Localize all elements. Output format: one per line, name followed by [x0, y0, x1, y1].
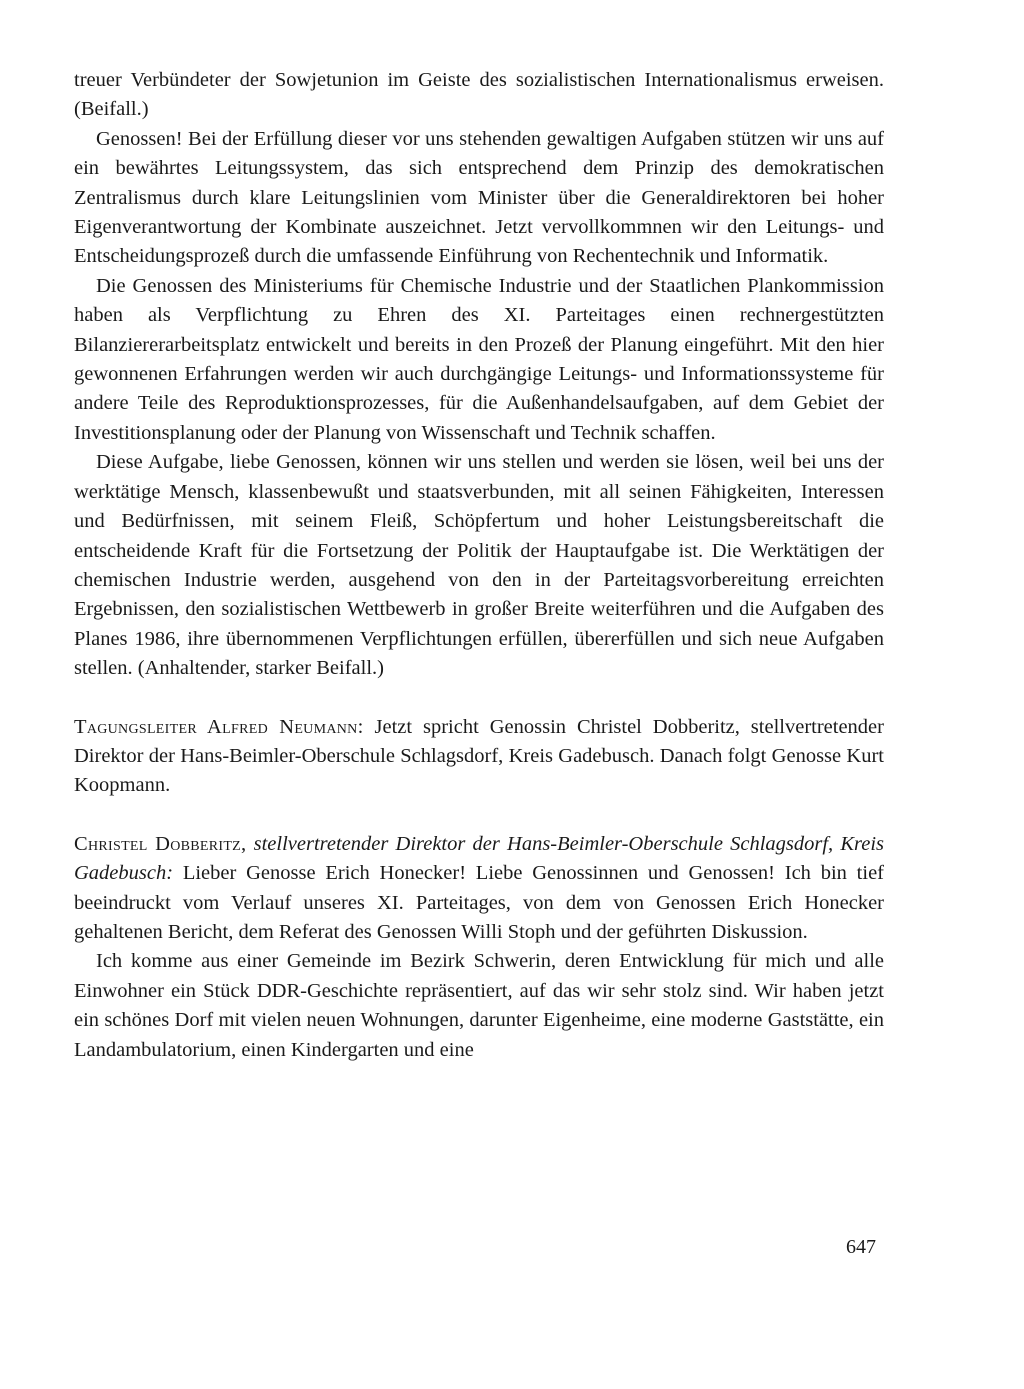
- page-body: [74, 66, 884, 1065]
- chair-announcement: [74, 713, 884, 801]
- paragraph-bilanziererarbeitsplatz: Die Genossen des Ministeriums für Chemische Industrie und der Staatlichen Plankommission haben als Verpflichtung zu Ehren des XI. Parteitages einen rechnergestützten Bilanziererarbeitsplatz entwickelt und bereits in den Prozeß der Planung eingeführt. Mit den hier gewonnenen Erfahrungen werden wir auch durchgängige Leitungs- und Informationssysteme für andere Teile des Reproduktionsprozesses, für die Außenhandelsaufgaben, auf dem Gebiet der Investitionsplanung oder der Planung von Wissenschaft und Technik schaffen.: [74, 274, 884, 444]
- paragraph-continuation: treuer Verbündeter der Sowjetunion im Geiste des sozialistischen Internationalismus erweisen. (Beifall.): [74, 69, 884, 121]
- paragraph-gemeinde-schwerin: Ich komme aus einer Gemeinde im Bezirk Schwerin, deren Entwicklung für mich und alle Einwohner ein Stück DDR-Geschichte repräsentiert, auf das wir sehr stolz sind. Wir haben jetzt ein schönes Dorf mit vielen neuen Wohnungen, darunter Eigenheime, eine moderne Gaststätte, ein Landambulatorium, einen Kindergarten und eine: [74, 950, 884, 1061]
- chair-announcement-text: Jetzt spricht Genossin Christel Dobberitz, stellvertretender Direktor der Hans-Beimler-Oberschule Schlagsdorf, Kreis Gadebusch. Danach folgt Genosse Kurt Koopmann.: [74, 715, 884, 797]
- chair-speaker-name: Tagungsleiter Alfred Neumann:: [74, 715, 364, 738]
- speech-speaker-name: Christel Dobberitz,: [74, 832, 247, 855]
- speech-opening: [74, 830, 884, 948]
- paragraph-werktaetige-mensch: Diese Aufgabe, liebe Genossen, können wir uns stellen und werden sie lösen, weil bei uns der werktätige Mensch, klassenbewußt und staatsverbunden, mit all seinen Fähigkeiten, Interessen und Bedürfnissen, mit seinem Fleiß, Schöpfertum und hoher Leistungsbereitschaft die entscheidende Kraft für die Fortsetzung der Politik der Hauptaufgabe ist. Die Werktätigen der chemischen Industrie werden, ausgehend von den in der Parteitagsvorbereitung erreichten Ergebnissen, den sozialistischen Wettbewerb in großer Breite weiterführen und die Aufgaben des Planes 1986, ihre übernommenen Verpflichtungen erfüllen, übererfüllen und sich neue Aufgaben stellen. (Anhaltender, starker Beifall.): [74, 451, 884, 680]
- speech-opening-text: Lieber Genosse Erich Honecker! Liebe Genossinnen und Genossen! Ich bin tief beeindruckt vom Verlauf unseres XI. Parteitages, von dem von Genossen Erich Honecker gehaltenen Bericht, dem Referat des Genossen Willi Stoph und der geführten Diskussion.: [74, 862, 884, 943]
- page-number: 647: [846, 1236, 876, 1258]
- paragraph-leitungssystem: Genossen! Bei der Erfüllung dieser vor uns stehenden gewaltigen Aufgaben stützen wir uns auf ein bewährtes Leitungssystem, das sich entsprechend dem Prinzip des demokratischen Zentralismus durch klare Leitungslinien vom Minister über die Generaldirektoren bei hoher Eigenverantwortung der Kombinate auszeichnet. Jetzt vervollkommnen wir den Leitungs- und Entscheidungsprozeß durch die umfassende Einführung von Rechentechnik und Informatik.: [74, 127, 884, 268]
- speech-speaker-role: stellvertretender Direktor der Hans-Beimler-Oberschule Schlagsdorf, Kreis Gadebusch:: [74, 832, 884, 885]
